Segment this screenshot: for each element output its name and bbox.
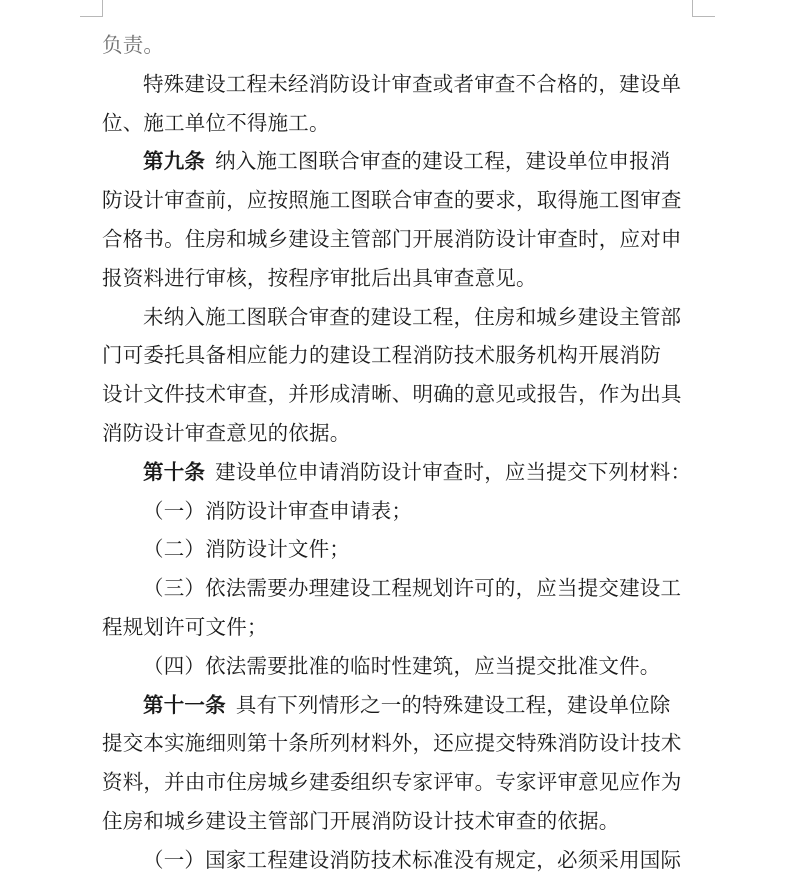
line-text: 合格书。住房和城乡建设主管部门开展消防设计审查时，应对申 [102,226,682,251]
line-text: 防设计审查前，应按照施工图联合审查的要求，取得施工图审查 [102,188,682,213]
text-line [102,181,696,220]
text-line [102,724,696,763]
line-text: 位、施工单位不得施工。 [102,110,330,135]
text-line [102,259,696,298]
document-body [102,26,696,880]
text-line [102,26,696,65]
margin-corner-mark-right [692,0,715,17]
text-line [102,802,696,841]
text-line [102,298,696,337]
list-item [102,841,696,880]
line-text: 程规划许可文件； [102,614,268,639]
text-line [102,336,696,375]
article-heading-line [102,453,696,492]
list-item [102,569,696,608]
line-text: 资料，并由市住房城乡建委组织专家评审。专家评审意见应作为 [102,770,682,795]
list-item [102,647,696,686]
text-line [102,763,696,802]
line-text: 负责。 [102,33,165,57]
line-text: 消防设计审查意见的依据。 [102,420,351,445]
line-text: 住房和城乡建设主管部门开展消防设计技术审查的依据。 [102,808,620,833]
line-text: （三）依法需要办理建设工程规划许可的，应当提交建设工 [143,576,682,601]
line-text: 未纳入施工图联合审查的建设工程，住房和城乡建设主管部 [143,304,682,329]
line-text: （二）消防设计文件； [143,537,350,562]
article-number: 第十条 [143,459,206,484]
text-line [102,375,696,414]
line-text: 具有下列情形之一的特殊建设工程，建设单位除 [235,692,671,717]
line-text: （一）消防设计审查申请表； [143,498,413,523]
line-text: 提交本实施细则第十条所列材料外，还应提交特殊消防设计技术 [102,731,682,756]
text-line [102,608,696,647]
text-line [102,220,696,259]
line-text: 建设单位申请消防设计审查时，应当提交下列材料： [215,459,692,484]
text-line [102,414,696,453]
text-line [102,65,696,104]
line-text: 特殊建设工程未经消防设计审查或者审查不合格的，建设单 [143,71,682,96]
list-item [102,492,696,531]
article-number: 第九条 [143,149,206,174]
margin-corner-mark-left [80,0,103,17]
line-text: （一）国家工程建设消防技术标准没有规定，必须采用国际 [143,847,682,872]
line-text: 纳入施工图联合审查的建设工程，建设单位申报消 [215,149,671,174]
text-line [102,104,696,143]
article-number: 第十一条 [143,692,226,717]
line-text: 报资料进行审核，按程序审批后出具审查意见。 [102,265,537,290]
line-text: 设计文件技术审查，并形成清晰、明确的意见或报告，作为出具 [102,382,682,407]
line-text: （四）依法需要批准的临时性建筑，应当提交批准文件。 [143,653,661,678]
line-text: 门可委托具备相应能力的建设工程消防技术服务机构开展消防 [102,343,661,368]
article-heading-line [102,686,696,725]
list-item [102,530,696,569]
article-heading-line [102,142,696,181]
